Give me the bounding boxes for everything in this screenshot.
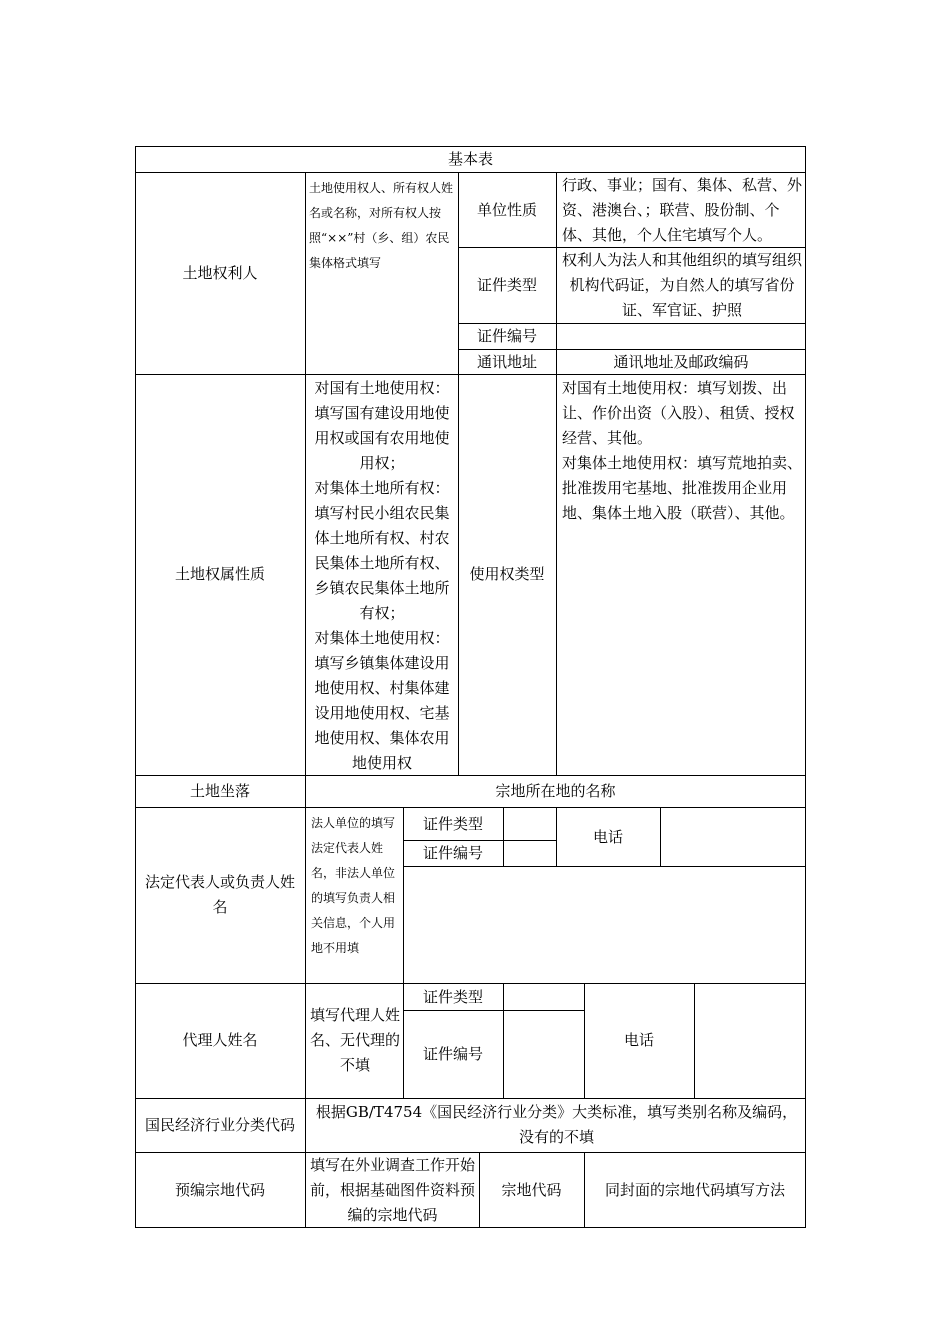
industry-label-text: 国民经济行业分类代码 [144,1115,295,1134]
agent-cert-no-label [403,1010,503,1098]
agent-phone-label-text: 电话 [623,1031,654,1049]
use-right-type-value-text: 对国有土地使用权：填写划拨、出让、作价出资（入股）、租赁、授权经营、其他。 对集体土地使用权：填写荒地拍卖、批准拨用宅基地、批准拨用企业用地、集体土地入股（联营）、其他。 [562,379,802,522]
unit-nature-label-text: 单位性质 [476,200,537,219]
land-location-label [135,775,305,808]
legal-rep-label-text: 法定代表人或负责人姓名 [144,873,295,916]
land-location-value-text: 宗地所在地的名称 [495,782,616,800]
agent-cert-type-label [403,983,503,1011]
industry-value [310,1098,803,1152]
pre-code-desc-text: 填写在外业调查工作开始前，根据基础图件资料预编的宗地代码 [309,1155,475,1224]
legal-rep-cert-no-label [403,840,503,867]
agent-cert-no-label-text: 证件编号 [422,1044,483,1063]
agent-phone-value[interactable] [694,983,806,1098]
land-location-value [305,775,806,808]
agent-desc-text: 填写代理人姓名、无代理的不填 [310,1006,400,1074]
agent-label [135,983,305,1098]
pre-code-label-text: 预编宗地代码 [174,1180,265,1199]
use-right-type-value [562,376,802,774]
legal-rep-phone-label [556,807,660,867]
address-label [458,349,556,375]
holder-cert-no-value[interactable] [556,323,806,350]
legal-rep-cert-type-value[interactable] [503,807,556,841]
use-right-type-label [458,374,556,775]
address-value-text: 通讯地址及邮政编码 [613,352,749,371]
agent-phone-label [584,983,694,1098]
legal-rep-phone-value[interactable] [660,807,806,867]
agent-desc [310,985,400,1096]
agent-cert-no-value[interactable] [503,1010,584,1098]
pre-code-label [135,1152,305,1228]
agent-label-text: 代理人姓名 [182,1031,258,1049]
parcel-code-value [584,1152,806,1228]
holder-cert-type-value [560,249,804,322]
legal-rep-phone-label-text: 电话 [592,827,623,846]
parcel-code-label [479,1152,584,1228]
unit-nature-value-text: 行政、事业；国有、集体、私营、外资、港澳台、；联营、股份制、个体、其他，个人住宅填写个人。 [562,176,802,244]
table-title [135,146,806,173]
land-right-holder-label [135,172,305,374]
legal-rep-cert-type-label [403,807,503,841]
holder-cert-type-label-text: 证件类型 [476,275,537,294]
legal-rep-cert-no-value[interactable] [503,840,556,867]
holder-cert-no-label-text: 证件编号 [476,327,537,345]
legal-rep-label [140,807,300,983]
holder-cert-type-value-text: 权利人为法人和其他组织的填写组织机构代码证，为自然人的填写省份证、军官证、护照 [561,251,802,319]
parcel-code-label-text: 宗地代码 [501,1180,562,1199]
industry-value-text: 根据GB/T4754《国民经济行业分类》大类标准，填写类别名称及编码，没有的不填 [315,1103,798,1146]
unit-nature-label [458,172,556,248]
legal-rep-cert-no-label-text: 证件编号 [422,844,483,862]
holder-cert-type-label [458,247,556,323]
land-right-nature-desc [310,376,454,774]
industry-label [140,1098,300,1152]
land-right-nature-label-text: 土地权属性质 [174,565,265,583]
agent-cert-type-value[interactable] [503,983,584,1011]
rule [556,172,557,775]
land-right-holder-desc [309,176,455,372]
unit-nature-value [562,174,802,247]
land-location-label-text: 土地坐落 [189,782,250,800]
holder-cert-no-label [458,323,556,350]
land-right-holder-label-text: 土地权利人 [182,263,258,282]
agent-cert-type-label-text: 证件类型 [422,987,483,1006]
use-right-type-label-text: 使用权类型 [469,565,545,583]
rule [305,172,306,1228]
land-right-holder-desc-text: 土地使用权人、所有权人姓名或名称，对所有权人按照“××”村（乡、组）农民集体格式填写 [309,181,454,270]
parcel-code-value-text: 同封面的宗地代码填写方法 [604,1180,785,1199]
legal-rep-blank[interactable] [403,866,806,983]
land-right-nature-label [135,374,305,775]
legal-rep-cert-type-label-text: 证件类型 [422,814,483,833]
address-label-text: 通讯地址 [476,352,537,371]
address-value [556,349,806,375]
land-right-nature-desc-text: 对国有土地使用权： 填写国有建设用地使用权或国有农用地使用权； 对集体土地所有权： 填写村民小组农民集体土地所有权、村农民集体土地所有权、乡镇农民集体土地所有权； 对集体土地使用权： 填写乡镇集体建设用地使用权、村集体建设用地使用权、宅基地使用权、集体农用地使用权 [314,379,450,772]
legal-rep-desc [311,811,399,981]
pre-code-desc [309,1152,476,1228]
table-title-text: 基本表 [447,150,493,168]
legal-rep-desc-text: 法人单位的填写法定代表人姓名，非法人单位的填写负责人相关信息，个人用地不用填 [311,816,396,955]
